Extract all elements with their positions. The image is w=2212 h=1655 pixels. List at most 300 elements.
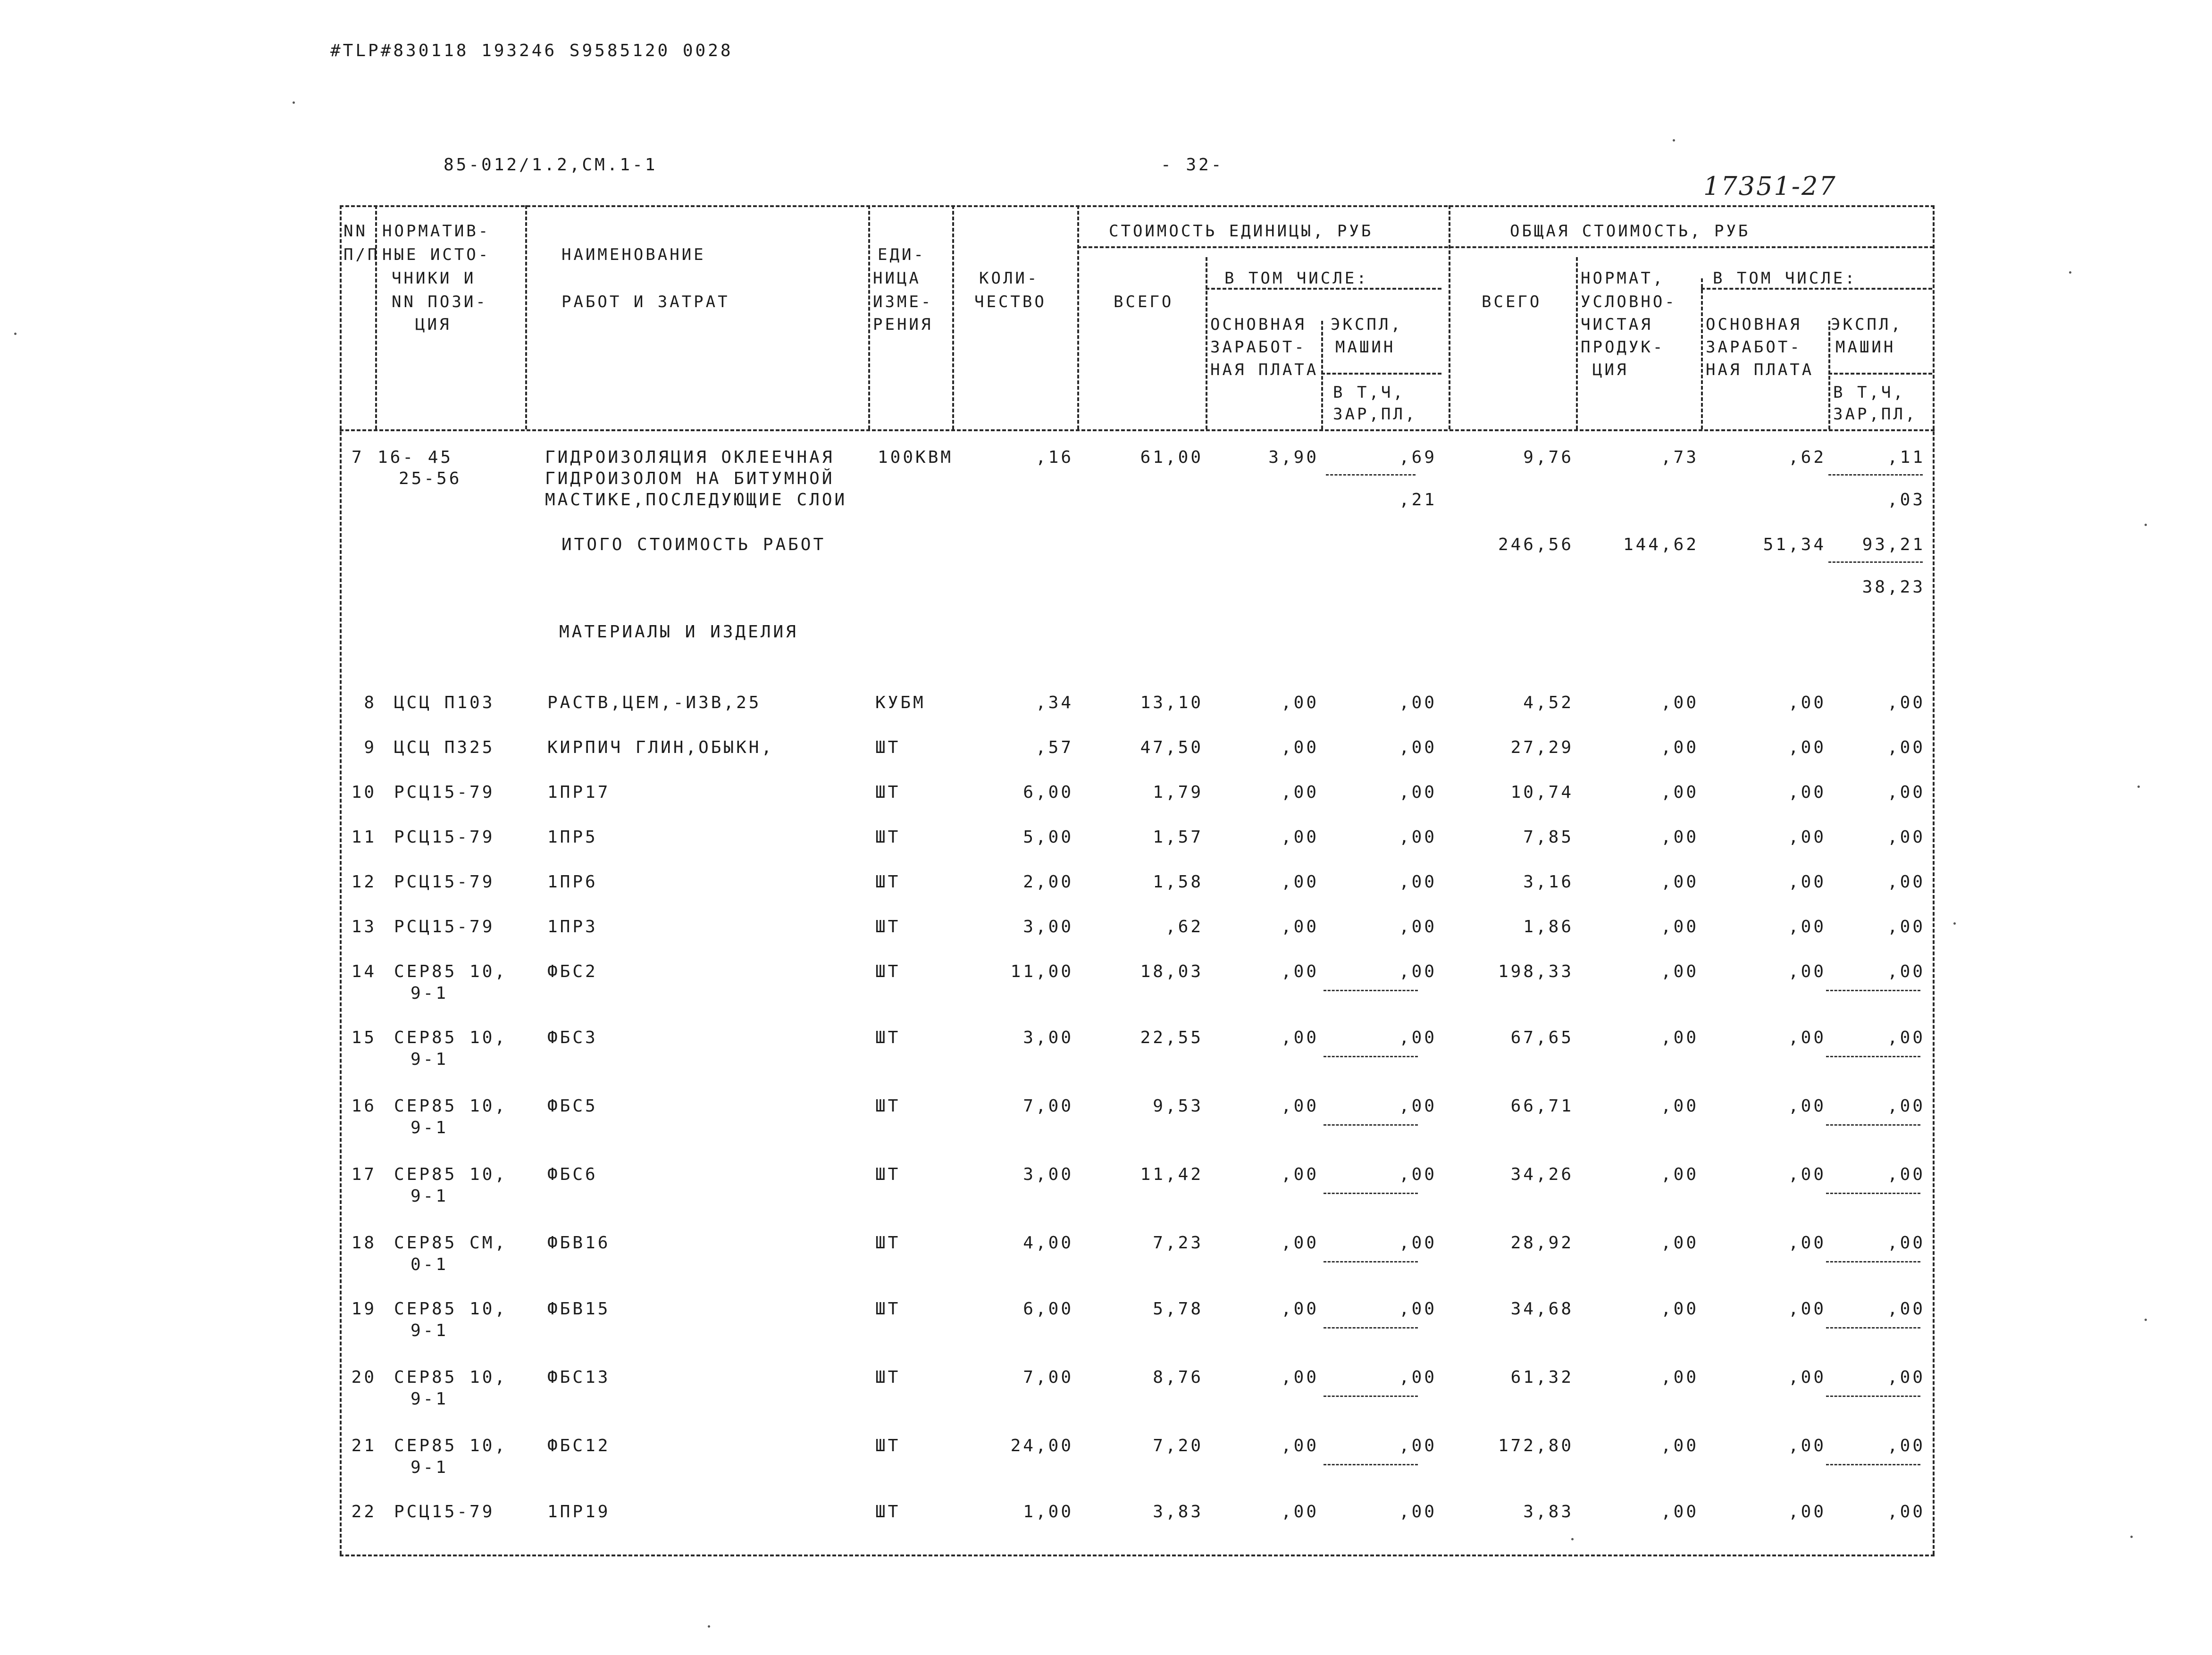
- row-total-machines: ,00: [1887, 1436, 1925, 1455]
- row-unit-machines: ,00: [1399, 783, 1437, 802]
- row-code-2: 9-1: [411, 1118, 449, 1137]
- cell-divider: [1324, 1327, 1418, 1329]
- document-reference: 85-012/1.2,CM.1-1: [444, 155, 658, 175]
- row-unit-total: 1,58: [1153, 872, 1203, 892]
- row-total-machines: ,11: [1887, 448, 1925, 467]
- row-total: 61,32: [1510, 1368, 1574, 1387]
- header-unit-4: РЕНИЯ: [873, 315, 933, 334]
- row-total-machines: ,00: [1887, 783, 1925, 802]
- handwritten-number: 17351-27: [1703, 171, 1837, 201]
- row-unit-machines: ,00: [1399, 1502, 1437, 1521]
- header-norm-2: НЫЕ ИСТО-: [382, 245, 491, 264]
- header-divider: [525, 205, 527, 429]
- header-unit-ekspl-2: МАШИН: [1335, 338, 1396, 357]
- row-total: 1,86: [1523, 917, 1574, 936]
- header-bottom-border: [340, 429, 1935, 431]
- row-total: 27,29: [1510, 738, 1574, 757]
- row-total-salary: ,00: [1788, 738, 1826, 757]
- scan-speck: [1953, 922, 1956, 925]
- row-unit-machines: ,00: [1399, 1096, 1437, 1116]
- header-norm-4: NN ПОЗИ-: [392, 293, 488, 311]
- row-total-normative: ,00: [1660, 1299, 1699, 1319]
- header-qty-2: ЧЕСТВО: [974, 293, 1047, 311]
- row-total-salary: ,00: [1788, 828, 1826, 847]
- header-unit-2: НИЦА: [873, 269, 921, 288]
- row-unit: ШТ: [875, 828, 901, 847]
- row-code: СЕР85 10,: [394, 1299, 508, 1319]
- row-total-normative: ,00: [1660, 828, 1699, 847]
- cell-divider: [1826, 1124, 1920, 1126]
- cell-divider: [1826, 990, 1920, 991]
- row-number: 20: [351, 1368, 377, 1387]
- row-code: СЕР85 10,: [394, 1096, 508, 1116]
- row-unit-total: 5,78: [1153, 1299, 1203, 1319]
- row-code: СЕР85 10,: [394, 1436, 508, 1455]
- row-total-normative: ,00: [1660, 1502, 1699, 1521]
- row-unit-salary: ,00: [1281, 1436, 1319, 1455]
- row-total-salary: ,00: [1788, 1028, 1826, 1047]
- row-total-machines: ,00: [1887, 1028, 1925, 1047]
- row-qty: 5,00: [1023, 828, 1073, 847]
- row-unit-machines: ,00: [1399, 1368, 1437, 1387]
- row-total-machines: ,00: [1887, 738, 1925, 757]
- row-total-salary: ,00: [1788, 693, 1826, 712]
- header-unit-3: ИЗМЕ-: [873, 293, 933, 311]
- header-normat-2: УСЛОВНО-: [1581, 293, 1677, 311]
- row-total: 3,16: [1523, 872, 1574, 892]
- row-total-normative: ,00: [1660, 1096, 1699, 1116]
- row-name: 1ПР19: [547, 1502, 611, 1521]
- header-normat-5: ЦИЯ: [1592, 360, 1629, 379]
- row-total-salary: ,62: [1788, 448, 1826, 467]
- scan-speck: [2137, 786, 2140, 788]
- row-total-normative: ,00: [1660, 1028, 1699, 1047]
- row-name: ФБС5: [547, 1096, 598, 1116]
- row-total-normative: ,00: [1660, 1233, 1699, 1253]
- row-total: 10,74: [1510, 783, 1574, 802]
- cell-divider: [1324, 1396, 1418, 1397]
- header-total-vtch-2: ЗАР,ПЛ,: [1833, 405, 1918, 424]
- header-divider: [1701, 278, 1703, 429]
- row-total: 172,80: [1498, 1436, 1574, 1455]
- row-unit: 100КВМ: [878, 448, 954, 467]
- header-unit-osnovnaya-1: ОСНОВНАЯ: [1210, 315, 1307, 334]
- row-unit: ШТ: [875, 872, 901, 892]
- row-code-2: 0-1: [411, 1255, 449, 1274]
- row-name: РАСТВ,ЦЕМ,-ИЗВ,25: [547, 693, 762, 712]
- row-total: 34,26: [1510, 1165, 1574, 1184]
- row-unit-machines: ,00: [1399, 828, 1437, 847]
- header-total-osnovnaya-3: НАЯ ПЛАТА: [1706, 360, 1814, 379]
- header-unit-1: ЕДИ-: [878, 245, 926, 264]
- row-unit-salary: ,00: [1281, 917, 1319, 936]
- row-unit-machines: ,00: [1399, 738, 1437, 757]
- row-qty: 11,00: [1010, 962, 1073, 981]
- row-number: 10: [351, 783, 377, 802]
- header-unit-vtch-2: ЗАР,ПЛ,: [1333, 405, 1417, 424]
- header-divider: [868, 205, 870, 429]
- header-total-vsego: ВСЕГО: [1482, 293, 1542, 311]
- row-total: 28,92: [1510, 1233, 1574, 1253]
- row-unit-salary: ,00: [1281, 1299, 1319, 1319]
- row-total-normative: ,00: [1660, 1436, 1699, 1455]
- row-total-salary: ,00: [1788, 1299, 1826, 1319]
- row-number: 8: [364, 693, 377, 712]
- scan-speck: [2130, 1536, 2133, 1538]
- row-unit-machines: ,00: [1399, 1299, 1437, 1319]
- header-norm-3: ЧНИКИ И: [392, 269, 476, 288]
- total-machines-salary: 38,23: [1862, 577, 1925, 597]
- header-norm-1: НОРМАТИВ-: [382, 222, 491, 241]
- row-qty: ,16: [1035, 448, 1073, 467]
- row-unit-salary: ,00: [1281, 1096, 1319, 1116]
- scan-speck: [14, 333, 17, 335]
- row-number: 16: [351, 1096, 377, 1116]
- row-unit-salary: ,00: [1281, 1233, 1319, 1253]
- row-code: 16- 45: [377, 448, 453, 467]
- row-unit-salary: ,00: [1281, 1368, 1319, 1387]
- row-total-machines: ,00: [1887, 1233, 1925, 1253]
- row-unit-total: 18,03: [1140, 962, 1203, 981]
- header-divider: [1206, 257, 1207, 429]
- row-unit-total: 1,79: [1153, 783, 1203, 802]
- row-name: 1ПР17: [547, 783, 611, 802]
- row-unit-salary: ,00: [1281, 1502, 1319, 1521]
- row-name: ФБС6: [547, 1165, 598, 1184]
- row-code-2: 9-1: [411, 1321, 449, 1340]
- header-rule: [1701, 288, 1932, 290]
- header-total-vtch-1: В Т,Ч,: [1833, 383, 1905, 402]
- row-unit-total: 11,42: [1140, 1165, 1203, 1184]
- row-total: 7,85: [1523, 828, 1574, 847]
- row-code-2: 25-56: [399, 469, 462, 488]
- row-code: РСЦ15-79: [394, 1502, 495, 1521]
- row-number: 17: [351, 1165, 377, 1184]
- header-rule: [1828, 373, 1932, 375]
- row-unit-salary: ,00: [1281, 693, 1319, 712]
- row-unit-total: 61,00: [1140, 448, 1203, 467]
- row-total-normative: ,00: [1660, 783, 1699, 802]
- row-number: 11: [351, 828, 377, 847]
- row-total-machines: ,00: [1887, 1502, 1925, 1521]
- row-total-salary: ,00: [1788, 917, 1826, 936]
- header-total-osnovnaya-1: ОСНОВНАЯ: [1706, 315, 1802, 334]
- row-unit-salary: ,00: [1281, 1165, 1319, 1184]
- row-unit-total: ,62: [1165, 917, 1203, 936]
- row-total-salary: ,00: [1788, 783, 1826, 802]
- row-number: 13: [351, 917, 377, 936]
- row-number: 12: [351, 872, 377, 892]
- row-total-salary: ,00: [1788, 1368, 1826, 1387]
- row-unit: ШТ: [875, 962, 901, 981]
- row-unit: ШТ: [875, 1502, 901, 1521]
- row-number: 7: [352, 448, 364, 467]
- row-qty: ,34: [1035, 693, 1073, 712]
- scan-speck: [2145, 1319, 2147, 1321]
- row-total-salary: ,00: [1788, 1165, 1826, 1184]
- row-unit-salary: ,00: [1281, 738, 1319, 757]
- row-qty: 4,00: [1023, 1233, 1073, 1253]
- row-name: ФБС3: [547, 1028, 598, 1047]
- row-unit-salary: ,00: [1281, 962, 1319, 981]
- row-number: 22: [351, 1502, 377, 1521]
- row-name: ФБС13: [547, 1368, 611, 1387]
- row-unit-salary: 3,90: [1268, 448, 1319, 467]
- row-number: 14: [351, 962, 377, 981]
- row-unit: ШТ: [875, 783, 901, 802]
- row-qty: 3,00: [1023, 1028, 1073, 1047]
- row-qty: 3,00: [1023, 1165, 1073, 1184]
- row-unit-machines-salary: ,21: [1399, 490, 1437, 510]
- cell-divider: [1828, 474, 1923, 476]
- row-unit-machines: ,00: [1399, 917, 1437, 936]
- header-rule: [1321, 373, 1441, 375]
- header-num-1: NN: [344, 222, 368, 241]
- row-total-salary: ,00: [1788, 1502, 1826, 1521]
- row-unit: ШТ: [875, 1028, 901, 1047]
- header-norm-5: ЦИЯ: [415, 315, 452, 334]
- total-normative: 144,62: [1623, 535, 1699, 554]
- row-total: 198,33: [1498, 962, 1574, 981]
- materials-heading: МАТЕРИАЛЫ И ИЗДЕЛИЯ: [559, 622, 798, 642]
- row-code: СЕР85 10,: [394, 1165, 508, 1184]
- row-number: 9: [364, 738, 377, 757]
- header-total-v-tom-chisle: В ТОМ ЧИСЛЕ:: [1713, 269, 1857, 288]
- table-top-border: [340, 205, 1935, 207]
- row-name: ФБВ16: [547, 1233, 611, 1253]
- row-unit-machines: ,00: [1399, 872, 1437, 892]
- cell-divider: [1324, 1056, 1418, 1057]
- row-code: СЕР85 10,: [394, 1028, 508, 1047]
- row-number: 21: [351, 1436, 377, 1455]
- scan-speck: [1571, 1538, 1574, 1540]
- cell-divider: [1826, 1327, 1920, 1329]
- table-right-border: [1933, 205, 1935, 1555]
- header-divider: [1449, 205, 1450, 429]
- header-divider: [1077, 205, 1079, 429]
- row-name: 1ПР3: [547, 917, 598, 936]
- row-total-normative: ,00: [1660, 738, 1699, 757]
- row-unit: ШТ: [875, 917, 901, 936]
- scan-speck: [708, 1625, 710, 1628]
- row-unit: ШТ: [875, 1233, 901, 1253]
- row-total-machines: ,00: [1887, 1299, 1925, 1319]
- row-code-2: 9-1: [411, 984, 449, 1003]
- header-divider: [1321, 321, 1323, 429]
- row-name: 1ПР6: [547, 872, 598, 892]
- row-unit: ШТ: [875, 1368, 901, 1387]
- row-code: ЦСЦ П325: [394, 738, 495, 757]
- row-number: 18: [351, 1233, 377, 1253]
- header-unit-cost-group: СТОИМОСТЬ ЕДИНИЦЫ, РУБ: [1109, 222, 1374, 241]
- total-machines: 93,21: [1862, 535, 1925, 554]
- row-number: 15: [351, 1028, 377, 1047]
- header-unit-osnovnaya-2: ЗАРАБОТ-: [1210, 338, 1307, 357]
- row-unit: ШТ: [875, 1165, 901, 1184]
- cell-divider: [1826, 1193, 1920, 1194]
- header-unit-vtch-1: В Т,Ч,: [1333, 383, 1405, 402]
- row-total-normative: ,00: [1660, 917, 1699, 936]
- row-code: ЦСЦ П103: [394, 693, 495, 712]
- header-divider: [952, 205, 954, 429]
- row-unit-total: 3,83: [1153, 1502, 1203, 1521]
- header-unit-vsego: ВСЕГО: [1114, 293, 1174, 311]
- row-total-normative: ,00: [1660, 1368, 1699, 1387]
- row-total-machines: ,00: [1887, 872, 1925, 892]
- row-unit: ШТ: [875, 738, 901, 757]
- row-unit-salary: ,00: [1281, 872, 1319, 892]
- page-number: - 32-: [1161, 155, 1224, 175]
- row-unit: ШТ: [875, 1299, 901, 1319]
- row-total-normative: ,00: [1660, 693, 1699, 712]
- row-total-normative: ,00: [1660, 872, 1699, 892]
- row-total-salary: ,00: [1788, 1436, 1826, 1455]
- row-code: РСЦ15-79: [394, 828, 495, 847]
- row-total: 34,68: [1510, 1299, 1574, 1319]
- cell-divider: [1326, 474, 1416, 476]
- row-name-2: ГИДРОИЗОЛОМ НА БИТУМНОЙ: [545, 469, 835, 488]
- row-unit-total: 8,76: [1153, 1368, 1203, 1387]
- cell-divider: [1324, 1124, 1418, 1126]
- header-unit-ekspl-1: ЭКСПЛ,: [1331, 315, 1403, 334]
- row-qty: 2,00: [1023, 872, 1073, 892]
- row-qty: 3,00: [1023, 917, 1073, 936]
- row-total-salary: ,00: [1788, 1096, 1826, 1116]
- header-divider: [1828, 321, 1830, 429]
- row-unit-total: 7,23: [1153, 1233, 1203, 1253]
- row-total: 4,52: [1523, 693, 1574, 712]
- row-unit-total: 1,57: [1153, 828, 1203, 847]
- row-total-machines: ,00: [1887, 1165, 1925, 1184]
- header-num-2: П/П: [344, 245, 380, 264]
- row-code-2: 9-1: [411, 1187, 449, 1206]
- header-name-2: РАБОТ И ЗАТРАТ: [561, 293, 730, 311]
- row-code: РСЦ15-79: [394, 783, 495, 802]
- row-total-normative: ,73: [1660, 448, 1699, 467]
- row-unit-machines: ,00: [1399, 1165, 1437, 1184]
- row-unit-total: 47,50: [1140, 738, 1203, 757]
- row-unit: КУБМ: [875, 693, 926, 712]
- header-normat-3: ЧИСТАЯ: [1581, 315, 1653, 334]
- row-name: 1ПР5: [547, 828, 598, 847]
- header-total-ekspl-2: МАШИН: [1835, 338, 1896, 357]
- row-qty: 7,00: [1023, 1096, 1073, 1116]
- cell-divider: [1828, 561, 1923, 563]
- scan-speck: [1673, 139, 1675, 142]
- row-qty: ,57: [1035, 738, 1073, 757]
- row-code: РСЦ15-79: [394, 917, 495, 936]
- header-divider: [1576, 257, 1578, 429]
- row-unit-machines: ,00: [1399, 1233, 1437, 1253]
- row-total-normative: ,00: [1660, 962, 1699, 981]
- row-qty: 1,00: [1023, 1502, 1073, 1521]
- row-total: 67,65: [1510, 1028, 1574, 1047]
- header-qty-1: КОЛИ-: [979, 269, 1039, 288]
- header-total-ekspl-1: ЭКСПЛ,: [1831, 315, 1903, 334]
- total-sum: 246,56: [1498, 535, 1574, 554]
- row-total-machines: ,00: [1887, 693, 1925, 712]
- row-unit-total: 22,55: [1140, 1028, 1203, 1047]
- row-total-normative: ,00: [1660, 1165, 1699, 1184]
- row-unit-machines: ,69: [1399, 448, 1437, 467]
- cell-divider: [1324, 1464, 1418, 1465]
- row-unit: ШТ: [875, 1096, 901, 1116]
- row-total-machines: ,00: [1887, 828, 1925, 847]
- table-bottom-border: [340, 1555, 1935, 1556]
- row-unit-machines: ,00: [1399, 962, 1437, 981]
- document-id: #TLP#830118 193246 S9585120 0028: [330, 41, 733, 60]
- row-unit-salary: ,00: [1281, 828, 1319, 847]
- row-code: СЕР85 10,: [394, 1368, 508, 1387]
- cell-divider: [1324, 1261, 1418, 1262]
- row-qty: 6,00: [1023, 1299, 1073, 1319]
- header-name-1: НАИМЕНОВАНИЕ: [561, 245, 706, 264]
- row-unit-salary: ,00: [1281, 1028, 1319, 1047]
- header-rule: [1077, 246, 1934, 248]
- row-unit-machines: ,00: [1399, 693, 1437, 712]
- row-unit-machines: ,00: [1399, 1436, 1437, 1455]
- header-unit-v-tom-chisle: В ТОМ ЧИСЛЕ:: [1224, 269, 1369, 288]
- row-name: КИРПИЧ ГЛИН,ОБЫКН,: [547, 738, 774, 757]
- row-total-machines-salary: ,03: [1887, 490, 1925, 510]
- header-normat-4: ПРОДУК-: [1581, 338, 1665, 357]
- row-code: РСЦ15-79: [394, 872, 495, 892]
- row-qty: 7,00: [1023, 1368, 1073, 1387]
- row-unit-total: 7,20: [1153, 1436, 1203, 1455]
- row-total: 9,76: [1523, 448, 1574, 467]
- row-name: ФБС2: [547, 962, 598, 981]
- row-total-machines: ,00: [1887, 1368, 1925, 1387]
- cell-divider: [1324, 990, 1418, 991]
- row-name: ФБВ15: [547, 1299, 611, 1319]
- table-left-border: [340, 205, 342, 1555]
- row-unit-salary: ,00: [1281, 783, 1319, 802]
- header-divider: [375, 205, 377, 429]
- header-total-osnovnaya-2: ЗАРАБОТ-: [1706, 338, 1802, 357]
- row-name-3: МАСТИКЕ,ПОСЛЕДУЮЩИЕ СЛОИ: [545, 490, 847, 510]
- cell-divider: [1826, 1464, 1920, 1465]
- total-salary: 51,34: [1763, 535, 1826, 554]
- row-total-machines: ,00: [1887, 1096, 1925, 1116]
- row-code-2: 9-1: [411, 1050, 449, 1069]
- row-unit-total: 9,53: [1153, 1096, 1203, 1116]
- row-code: СЕР85 10,: [394, 962, 508, 981]
- row-qty: 6,00: [1023, 783, 1073, 802]
- cell-divider: [1324, 1193, 1418, 1194]
- row-name: ФБС12: [547, 1436, 611, 1455]
- cell-divider: [1826, 1056, 1920, 1057]
- row-total-salary: ,00: [1788, 872, 1826, 892]
- cell-divider: [1826, 1396, 1920, 1397]
- scan-speck: [2145, 524, 2147, 526]
- header-unit-osnovnaya-3: НАЯ ПЛАТА: [1210, 360, 1319, 379]
- row-total-machines: ,00: [1887, 917, 1925, 936]
- cell-divider: [1826, 1261, 1920, 1262]
- header-normat-1: НОРМАТ,: [1581, 269, 1665, 288]
- row-unit: ШТ: [875, 1436, 901, 1455]
- row-code: СЕР85 СМ,: [394, 1233, 508, 1253]
- header-rule: [1206, 288, 1441, 290]
- row-total-salary: ,00: [1788, 1233, 1826, 1253]
- header-total-cost-group: ОБЩАЯ СТОИМОСТЬ, РУБ: [1510, 222, 1751, 241]
- row-qty: 24,00: [1010, 1436, 1073, 1455]
- row-code-2: 9-1: [411, 1458, 449, 1477]
- row-total: 66,71: [1510, 1096, 1574, 1116]
- scan-speck: [293, 101, 295, 104]
- row-unit-total: 13,10: [1140, 693, 1203, 712]
- scan-speck: [2069, 271, 2071, 274]
- row-code-2: 9-1: [411, 1389, 449, 1409]
